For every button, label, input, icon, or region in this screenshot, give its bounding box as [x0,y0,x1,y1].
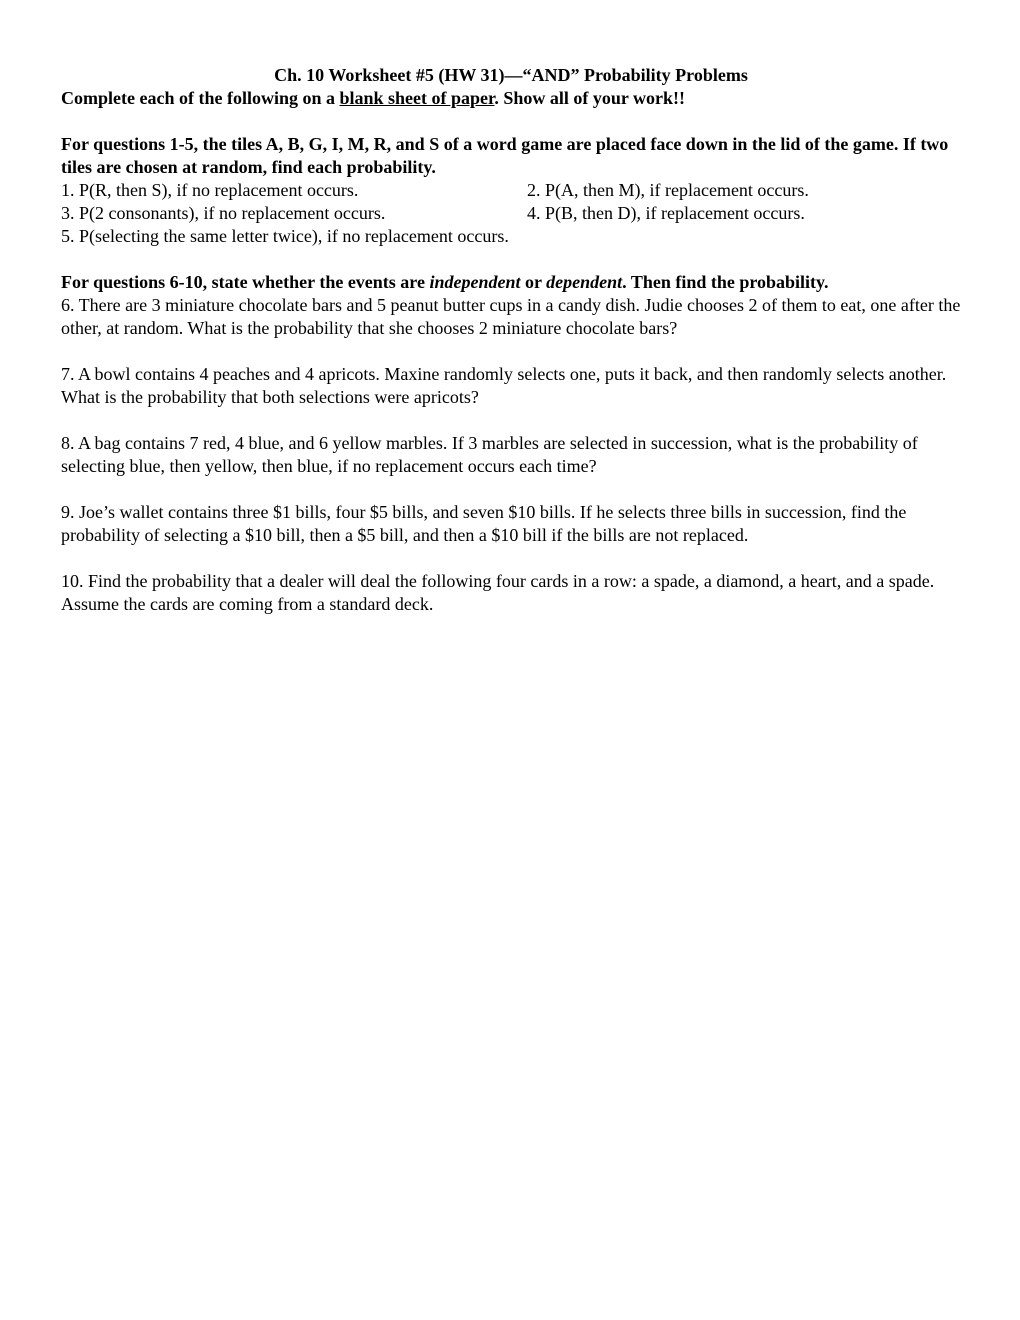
section2-intro-or: or [520,272,547,292]
worksheet-page [61,64,961,616]
spacer [61,547,961,570]
question-4: 4. P(B, then D), if replacement occurs. [527,203,805,223]
question-3: 3. P(2 consonants), if no replacement occurs. [61,203,386,223]
question-10: 10. Find the probability that a dealer will deal the following four cards in a row: a spade, a diamond, a heart, and a spade. Assume the cards are coming from a standard deck. [61,571,935,614]
spacer [61,248,961,271]
question-2: 2. P(A, then M), if replacement occurs. [527,180,809,200]
questions-row-3-4 [61,202,961,225]
section2-intro-dependent: dependent [546,272,623,292]
question-8: 8. A bag contains 7 red, 4 blue, and 6 yellow marbles. If 3 marbles are selected in succession, what is the probability of selecting blue, then yellow, then blue, if no replacement occurs each time? [61,433,918,476]
section2-intro-prefix: For questions 6-10, state whether the events are [61,272,430,292]
section2-intro [61,271,961,294]
instructions [61,87,961,110]
questions-row-1-2 [61,179,961,202]
worksheet-title: Ch. 10 Worksheet #5 (HW 31)—“AND” Probability Problems [274,65,748,85]
question-6: 6. There are 3 miniature chocolate bars and 5 peanut butter cups in a candy dish. Judie chooses 2 of them to eat, one after the other, at random. What is the probability that she chooses 2 miniature chocolate bars? [61,295,961,338]
instructions-underlined: blank sheet of paper [339,88,495,108]
instructions-suffix: . Show all of your work!! [494,88,686,108]
spacer [61,409,961,432]
section2-intro-suffix: . Then find the probability. [622,272,829,292]
section2-intro-independent: independent [429,272,521,292]
question-5: 5. P(selecting the same letter twice), if no replacement occurs. [61,226,509,246]
section1-intro: For questions 1-5, the tiles A, B, G, I, M, R, and S of a word game are placed face down in the lid of the game. If two tiles are chosen at random, find each probability. [61,134,949,177]
spacer [61,478,961,501]
spacer [61,110,961,133]
instructions-prefix: Complete each of the following on a [61,88,340,108]
spacer [61,340,961,363]
question-9: 9. Joe’s wallet contains three $1 bills, four $5 bills, and seven $10 bills. If he selects three bills in succession, find the probability of selecting a $10 bill, then a $5 bill, and then a $10 bill if the bills are not replaced. [61,502,907,545]
question-7: 7. A bowl contains 4 peaches and 4 apricots. Maxine randomly selects one, puts it back, and then randomly selects another. What is the probability that both selections were apricots? [61,364,947,407]
question-1: 1. P(R, then S), if no replacement occurs. [61,180,359,200]
